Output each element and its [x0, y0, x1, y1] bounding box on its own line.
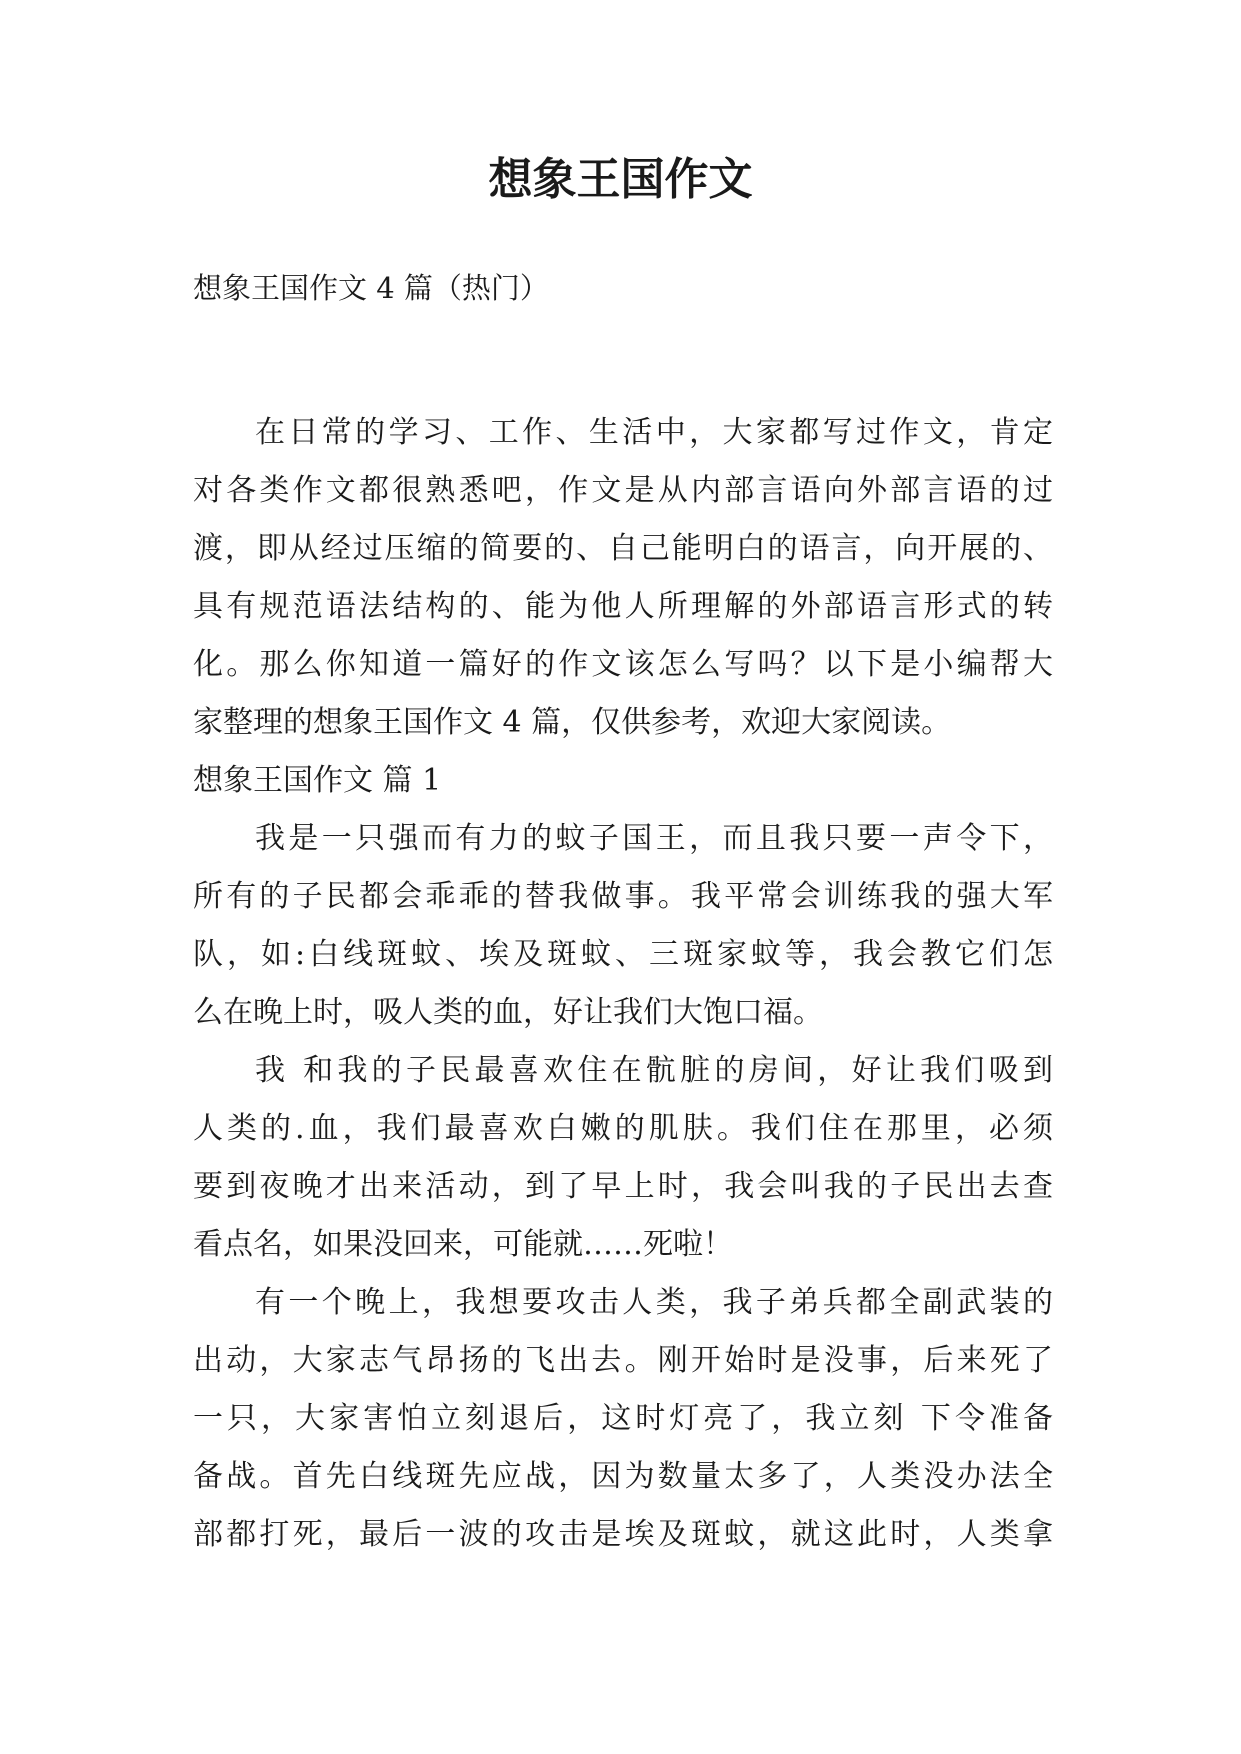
text-line: 我是一只强而有力的蚊子国王，而且我只要一声令下， — [255, 821, 1053, 856]
text-line: 要到夜晚才出来活动，到了早上时，我会叫我的子民出去查 — [193, 1169, 1053, 1204]
text-line: 对各类作文都很熟悉吧，作文是从内部言语向外部言语的过 — [193, 473, 1053, 508]
text-line: 渡，即从经过压缩的简要的、自己能明白的语言，向开展的、 — [193, 531, 1053, 566]
text-line: 化。那么你知道一篇好的作文该怎么写吗？以下是小编帮大 — [193, 647, 1053, 682]
text-line: 所有的子民都会乖乖的替我做事。我平常会训练我的强大军 — [193, 879, 1053, 914]
text-line: 具有规范语法结构的、能为他人所理解的外部语言形式的转 — [193, 589, 1053, 624]
text-line: 人类的.血，我们最喜欢白嫩的肌肤。我们住在那里，必须 — [193, 1111, 1053, 1146]
document-title: 想象王国作文 — [488, 154, 753, 205]
text-line: 备战。首先白线斑先应战，因为数量太多了，人类没办法全 — [193, 1459, 1053, 1494]
text-line: 部都打死，最后一波的攻击是埃及斑蚊，就这此时，人类拿 — [193, 1517, 1053, 1552]
text-line: 我 和我的子民最喜欢住在骯脏的房间，好让我们吸到 — [255, 1053, 1053, 1088]
section-heading: 想象王国作文 篇 1 — [193, 763, 442, 798]
text-line: 么在晚上时，吸人类的血，好让我们大饱口福。 — [193, 995, 823, 1030]
text-line: 家整理的想象王国作文 4 篇，仅供参考，欢迎大家阅读。 — [193, 705, 952, 740]
text-line: 队，如:白线斑蚊、埃及斑蚊、三斑家蚊等，我会教它们怎 — [193, 937, 1053, 972]
text-line: 一只，大家害怕立刻退后，这时灯亮了，我立刻 下令准备 — [193, 1401, 1053, 1436]
text-line: 在日常的学习、工作、生活中，大家都写过作文，肯定 — [255, 415, 1053, 450]
document-body — [193, 404, 1053, 1564]
text-line: 看点名，如果没回来，可能就……死啦！ — [193, 1227, 733, 1262]
text-line: 出动，大家志气昂扬的飞出去。刚开始时是没事，后来死了 — [193, 1343, 1053, 1378]
text-line: 有一个晚上，我想要攻击人类，我子弟兵都全副武装的 — [255, 1285, 1053, 1320]
document-subtitle: 想象王国作文 4 篇（热门） — [193, 271, 549, 305]
